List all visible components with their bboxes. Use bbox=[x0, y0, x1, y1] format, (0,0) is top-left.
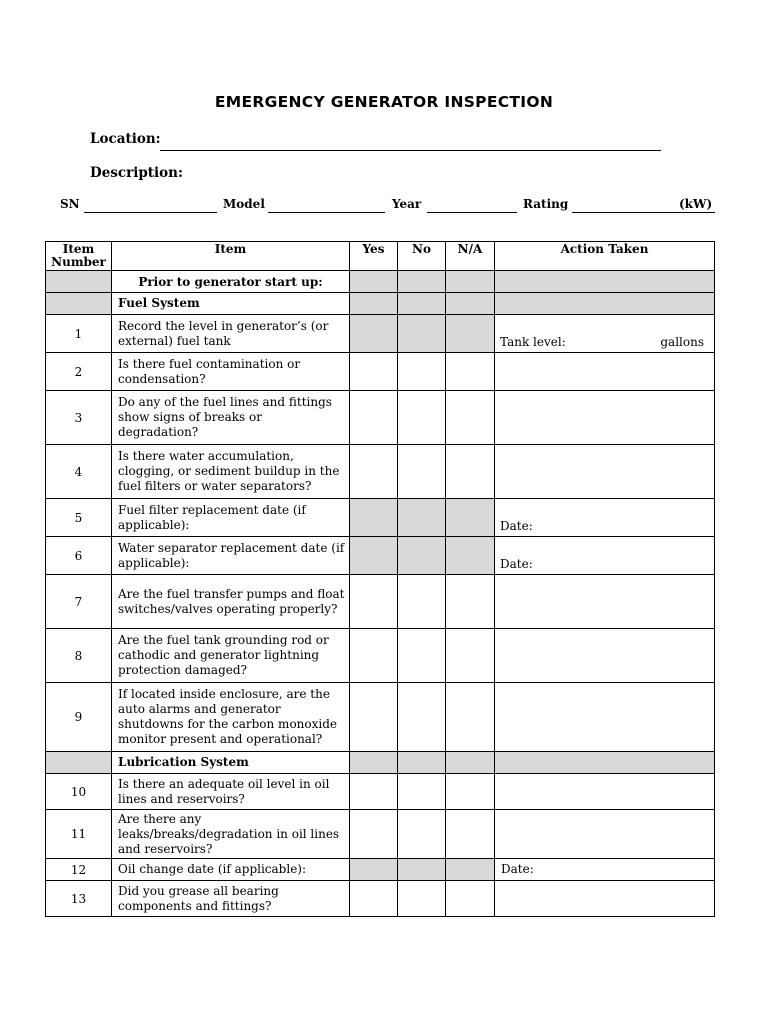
no-cell[interactable] bbox=[398, 445, 446, 499]
row-text: Oil change date (if applicable): bbox=[112, 859, 350, 881]
row-number: 3 bbox=[46, 391, 112, 445]
table-row bbox=[46, 499, 715, 537]
date-label: Date: bbox=[501, 862, 534, 876]
action-cell[interactable] bbox=[495, 353, 715, 391]
row-number: 9 bbox=[46, 683, 112, 752]
row-text: Are the fuel transfer pumps and float switches/valves operating properly? bbox=[112, 575, 350, 629]
row-text: If located inside enclosure, are the auto alarms and generator shutdowns for the carbon monoxide monitor present and operational? bbox=[112, 683, 350, 752]
row-text: Did you grease all bearing components and fittings? bbox=[112, 881, 350, 917]
row-number: 11 bbox=[46, 810, 112, 859]
table-row bbox=[46, 774, 715, 810]
inspection-table bbox=[45, 241, 715, 917]
action-cell[interactable] bbox=[495, 629, 715, 683]
yes-cell bbox=[350, 859, 398, 881]
row-number: 2 bbox=[46, 353, 112, 391]
no-cell bbox=[398, 859, 446, 881]
yes-cell[interactable] bbox=[350, 683, 398, 752]
yes-cell[interactable] bbox=[350, 575, 398, 629]
row-number: 4 bbox=[46, 445, 112, 499]
yes-cell[interactable] bbox=[350, 391, 398, 445]
date-label: Date: bbox=[500, 557, 533, 571]
yes-cell[interactable] bbox=[350, 810, 398, 859]
row-text: Do any of the fuel lines and fittings show signs of breaks or degradation? bbox=[112, 391, 350, 445]
header-action: Action Taken bbox=[495, 242, 715, 271]
no-cell[interactable] bbox=[398, 391, 446, 445]
na-cell bbox=[446, 499, 495, 537]
action-cell[interactable] bbox=[495, 315, 715, 353]
na-cell[interactable] bbox=[446, 629, 495, 683]
year-label: Year bbox=[392, 197, 422, 211]
row-number: 1 bbox=[46, 315, 112, 353]
table-row bbox=[46, 315, 715, 353]
yes-cell[interactable] bbox=[350, 629, 398, 683]
table-row bbox=[46, 353, 715, 391]
row-number: 8 bbox=[46, 629, 112, 683]
tank-level-label: Tank level: bbox=[500, 335, 566, 349]
page-title: EMERGENCY GENERATOR INSPECTION bbox=[214, 93, 554, 111]
row-text: Water separator replacement date (if applicable): bbox=[112, 537, 350, 575]
header-row bbox=[46, 242, 715, 271]
year-field[interactable] bbox=[427, 212, 517, 213]
yes-cell[interactable] bbox=[350, 445, 398, 499]
row-text: Are there any leaks/breaks/degradation in oil lines and reservoirs? bbox=[112, 810, 350, 859]
table-row bbox=[46, 810, 715, 859]
action-cell[interactable] bbox=[495, 859, 715, 881]
no-cell[interactable] bbox=[398, 575, 446, 629]
header-item-number-line2: Number bbox=[51, 255, 106, 269]
yes-cell bbox=[350, 315, 398, 353]
rating-unit: (kW) bbox=[679, 197, 713, 211]
date-label: Date: bbox=[500, 519, 533, 533]
rating-field[interactable] bbox=[572, 212, 715, 213]
na-cell[interactable] bbox=[446, 445, 495, 499]
na-cell bbox=[446, 537, 495, 575]
action-cell[interactable] bbox=[495, 683, 715, 752]
no-cell[interactable] bbox=[398, 629, 446, 683]
action-cell[interactable] bbox=[495, 774, 715, 810]
na-cell[interactable] bbox=[446, 353, 495, 391]
model-label: Model bbox=[223, 197, 265, 211]
section-row-fuel bbox=[46, 293, 715, 315]
prior-label: Prior to generator start up: bbox=[112, 271, 350, 293]
sn-label: SN bbox=[60, 197, 80, 211]
no-cell bbox=[398, 315, 446, 353]
na-cell[interactable] bbox=[446, 575, 495, 629]
sn-field[interactable] bbox=[84, 212, 217, 213]
section-row-lubrication bbox=[46, 752, 715, 774]
table-row bbox=[46, 629, 715, 683]
no-cell[interactable] bbox=[398, 683, 446, 752]
row-text: Record the level in generator’s (or external) fuel tank bbox=[112, 315, 350, 353]
header-item-number-line1: Item bbox=[62, 242, 95, 256]
na-cell[interactable] bbox=[446, 391, 495, 445]
table-row bbox=[46, 575, 715, 629]
row-text: Is there fuel contamination or condensation? bbox=[112, 353, 350, 391]
row-number: 6 bbox=[46, 537, 112, 575]
action-cell[interactable] bbox=[495, 391, 715, 445]
no-cell[interactable] bbox=[398, 881, 446, 917]
header-no: No bbox=[398, 242, 446, 271]
header-na: N/A bbox=[446, 242, 495, 271]
yes-cell[interactable] bbox=[350, 353, 398, 391]
row-text: Are the fuel tank grounding rod or cathodic and generator lightning protection damaged? bbox=[112, 629, 350, 683]
action-cell[interactable] bbox=[495, 499, 715, 537]
header-item: Item bbox=[112, 242, 350, 271]
action-cell[interactable] bbox=[495, 881, 715, 917]
row-number: 7 bbox=[46, 575, 112, 629]
prior-row bbox=[46, 271, 715, 293]
gallons-label: gallons bbox=[660, 335, 704, 349]
no-cell[interactable] bbox=[398, 810, 446, 859]
na-cell[interactable] bbox=[446, 774, 495, 810]
rating-label: Rating bbox=[523, 197, 569, 211]
table-row bbox=[46, 537, 715, 575]
no-cell bbox=[398, 499, 446, 537]
action-cell[interactable] bbox=[495, 445, 715, 499]
row-number: 13 bbox=[46, 881, 112, 917]
description-label: Description: bbox=[90, 165, 183, 181]
row-number: 5 bbox=[46, 499, 112, 537]
location-label: Location: bbox=[90, 131, 161, 147]
model-field[interactable] bbox=[268, 212, 385, 213]
yes-cell bbox=[350, 537, 398, 575]
yes-cell bbox=[350, 499, 398, 537]
table-row bbox=[46, 683, 715, 752]
header-item-number bbox=[46, 242, 112, 271]
row-number: 12 bbox=[46, 859, 112, 881]
yes-cell[interactable] bbox=[350, 774, 398, 810]
no-cell[interactable] bbox=[398, 353, 446, 391]
action-cell[interactable] bbox=[495, 575, 715, 629]
table-row bbox=[46, 391, 715, 445]
location-field[interactable] bbox=[160, 150, 661, 151]
row-text: Is there an adequate oil level in oil lines and reservoirs? bbox=[112, 774, 350, 810]
section-fuel-system: Fuel System bbox=[112, 293, 350, 315]
table-row bbox=[46, 445, 715, 499]
na-cell[interactable] bbox=[446, 683, 495, 752]
row-number: 10 bbox=[46, 774, 112, 810]
table-row bbox=[46, 881, 715, 917]
no-cell bbox=[398, 537, 446, 575]
section-lubrication-system: Lubrication System bbox=[112, 752, 350, 774]
no-cell[interactable] bbox=[398, 774, 446, 810]
action-cell[interactable] bbox=[495, 537, 715, 575]
header-yes: Yes bbox=[350, 242, 398, 271]
yes-cell[interactable] bbox=[350, 881, 398, 917]
na-cell bbox=[446, 859, 495, 881]
row-text: Fuel filter replacement date (if applicable): bbox=[112, 499, 350, 537]
na-cell[interactable] bbox=[446, 810, 495, 859]
table-row bbox=[46, 859, 715, 881]
na-cell[interactable] bbox=[446, 881, 495, 917]
action-cell[interactable] bbox=[495, 810, 715, 859]
row-text: Is there water accumulation, clogging, or sediment buildup in the fuel filters or water separators? bbox=[112, 445, 350, 499]
na-cell bbox=[446, 315, 495, 353]
